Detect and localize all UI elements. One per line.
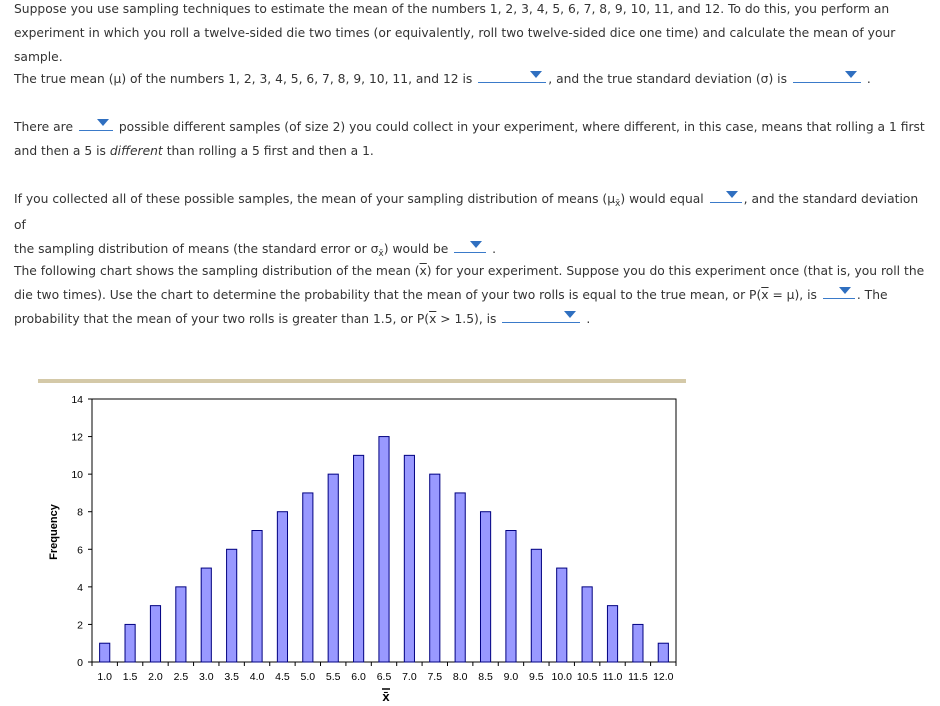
bar-7.5	[430, 474, 440, 662]
intro-line-1: Suppose you use sampling techniques to estimate the mean of the numbers 1, 2, 3, 4, 5, 6, 7, 8, 9, 10, 11, and 12. To do this, you perform an	[14, 2, 890, 16]
x-tick-label: 6.5	[376, 671, 392, 683]
x-tick-label: 9.0	[503, 671, 519, 683]
standard-error-dropdown[interactable]	[454, 238, 486, 253]
samples-text-b: possible different samples (of size 2) you could collect in your experiment, where different, in this case, means that rolling a 1 first	[118, 120, 925, 134]
x-tick-label: 7.0	[402, 671, 417, 683]
period-text: .	[866, 72, 871, 86]
x-tick-label: 3.0	[198, 671, 214, 683]
y-tick-label: 2	[77, 619, 83, 632]
plot-area	[71, 394, 676, 689]
samples-text-emphasis: different	[109, 144, 163, 158]
standard-error-text: the sampling distribution of means (the standard error or $\sigma_{x̄}$) would be	[14, 242, 449, 259]
chevron-down-icon	[726, 191, 738, 198]
bar-1.5	[125, 624, 135, 662]
bar-4.0	[252, 531, 262, 663]
bar-4.5	[277, 512, 287, 662]
x-tick-label: 6.0	[351, 671, 366, 683]
bar-2.0	[150, 606, 160, 662]
probability-paragraph	[14, 259, 930, 331]
chevron-down-icon	[845, 71, 857, 78]
sampling-mean-text: If you collected all of these possible samples, the mean of your sampling distribution of means $(\mu_{x̄})$ would equal	[14, 192, 704, 209]
x-tick-label: 3.5	[224, 671, 239, 683]
bar-8.0	[455, 493, 465, 662]
true-sd-dropdown[interactable]	[793, 68, 861, 83]
separator-rule	[38, 379, 686, 383]
y-axis-label: Frequency	[48, 504, 60, 560]
x-tick-label: 12.0	[653, 671, 674, 683]
intro-line-2: experiment in which you roll a twelve-sided die two times (or equivalently, roll two twelve-sided dice one time) and calculate the mean of your sample.	[14, 26, 896, 64]
x-tick-label: 11.5	[628, 671, 648, 683]
bar-11.0	[607, 606, 617, 662]
bar-12.0	[658, 643, 668, 662]
sampling-sd-text: , and the standard deviation of	[14, 192, 919, 232]
samples-paragraph	[14, 115, 930, 163]
chevron-down-icon	[97, 119, 109, 126]
prob-equal-dropdown[interactable]	[823, 284, 855, 299]
prob-greater-dropdown[interactable]	[502, 308, 580, 323]
x-tick-label: 10.0	[551, 671, 572, 683]
bar-11.5	[633, 624, 643, 662]
x-tick-label: 5.5	[325, 671, 341, 683]
sampling-mean-dropdown[interactable]	[710, 188, 742, 203]
bar-5.0	[303, 493, 313, 662]
chevron-down-icon	[564, 311, 576, 318]
num-samples-dropdown[interactable]	[79, 116, 113, 131]
population-sd-text: , and the true standard deviation (σ) is	[548, 72, 787, 86]
x-tick-label: 11.0	[602, 671, 623, 683]
sampling-dist-paragraph	[14, 187, 930, 263]
y-tick-label: 4	[77, 581, 83, 594]
period-text: .	[586, 312, 591, 326]
bar-3.5	[227, 549, 237, 662]
chevron-down-icon	[839, 287, 851, 294]
bar-3.0	[201, 568, 211, 662]
x-tick-label: 4.5	[275, 671, 290, 683]
samples-text-e: than rolling a 5 first and then a 1.	[166, 144, 374, 158]
y-tick-label: 0	[77, 657, 83, 669]
bar-8.5	[480, 512, 490, 662]
x-tick-label: 4.0	[249, 671, 265, 683]
x-tick-label: 7.5	[427, 671, 443, 683]
chevron-down-icon	[530, 71, 542, 78]
x-tick-label: 8.5	[478, 671, 493, 683]
y-tick-label: 8	[77, 506, 83, 519]
bar-9.5	[531, 549, 541, 662]
population-paragraph	[14, 67, 930, 91]
intro-paragraph	[14, 0, 930, 69]
plot-frame	[92, 399, 676, 662]
bar-6.5	[379, 437, 389, 662]
bar-7.0	[404, 455, 414, 662]
x-tick-label: 10.5	[576, 671, 598, 683]
chevron-down-icon	[470, 241, 482, 248]
bar-5.5	[328, 474, 338, 662]
samples-text-c: and then a 5 is	[14, 144, 106, 158]
y-tick-label: 6	[77, 544, 83, 557]
true-mean-dropdown[interactable]	[478, 68, 546, 83]
population-mean-text: The true mean (μ) of the numbers 1, 2, 3, 4, 5, 6, 7, 8, 9, 10, 11, and 12 is	[14, 72, 473, 86]
bar-6.0	[354, 455, 364, 662]
chart-intro-text: The following chart shows the sampling distribution of the mean $(\overline{x})$ for your experiment. Suppose you do this experiment once (that is, you roll the	[14, 264, 925, 278]
bar-10.5	[582, 587, 592, 662]
x-tick-label: 9.5	[529, 671, 544, 683]
x-axis-label: x̄	[382, 689, 390, 704]
bar-10.0	[557, 568, 567, 662]
y-tick-label: 10	[71, 469, 83, 482]
bar-9.0	[506, 531, 516, 663]
x-tick-label: 2.0	[148, 671, 163, 683]
samples-text-a: There are	[14, 120, 74, 134]
x-tick-label: 1.5	[122, 671, 138, 683]
prob-equal-text: die two times). Use the chart to determine the probability that the mean of your two rolls is equal to the true mean, or $P(\overline{x} = \mu)$, is	[14, 288, 817, 302]
bar-2.5	[176, 587, 186, 662]
bar-1.0	[100, 643, 110, 662]
y-tick-label: 14	[71, 394, 83, 406]
prob-greater-text: probability that the mean of your two rolls is greater than 1.5, or $P(\overline{x} > 1.5)$, is	[14, 312, 497, 326]
x-tick-label: 5.0	[300, 671, 316, 683]
prob-the-text: . The	[856, 288, 888, 302]
x-tick-label: 8.0	[452, 671, 468, 683]
y-tick-label: 12	[71, 431, 83, 444]
x-tick-label: 2.5	[173, 671, 189, 683]
x-tick-label: 1.0	[97, 671, 113, 683]
period-text: .	[492, 242, 497, 256]
